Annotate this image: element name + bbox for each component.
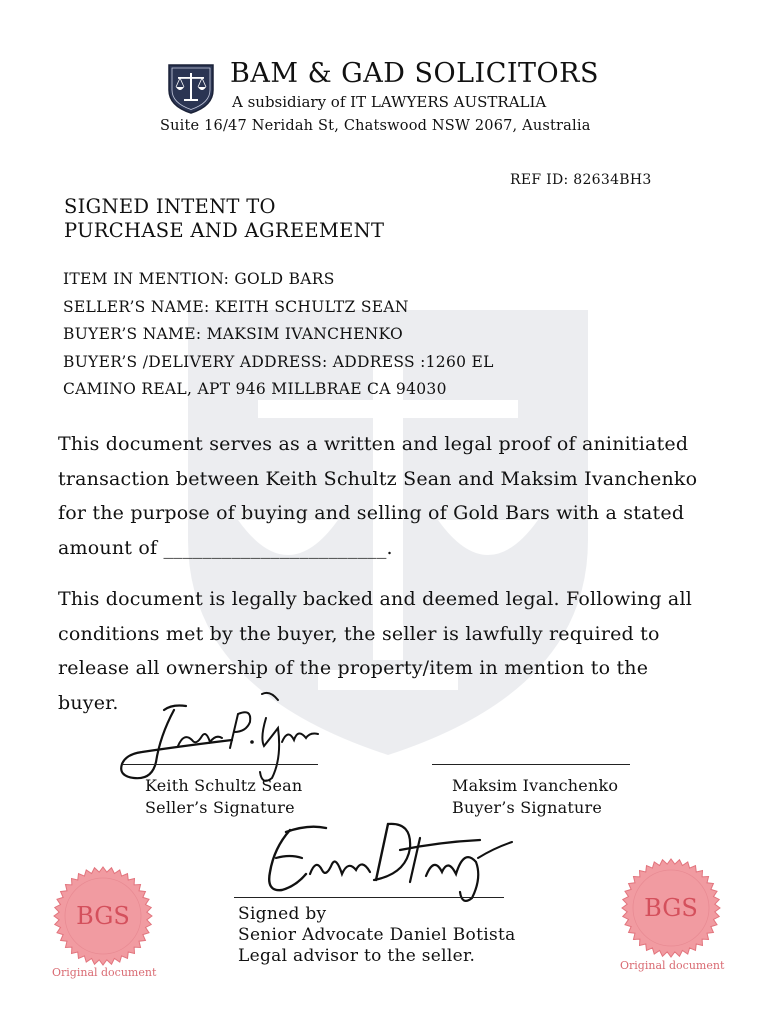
- paragraph-line: This document serves as a written and legal proof of aninitiated: [58, 433, 689, 455]
- item-in-mention: ITEM IN MENTION: GOLD BARS: [63, 270, 335, 288]
- paragraph-line: conditions met by the buyer, the seller is lawfully required to: [58, 622, 660, 645]
- paragraph-line: for the purpose of buying and selling of Gold Bars with a stated: [58, 502, 685, 524]
- advocate-signed-by: Signed by: [238, 904, 327, 924]
- buyer-signature-role: Buyer’s Signature: [452, 798, 603, 817]
- seller-signature-name: Keith Schultz Sean: [145, 776, 303, 795]
- advocate-handwritten-signature: [250, 818, 520, 904]
- advocate-name: Senior Advocate Daniel Botista: [238, 925, 516, 945]
- seal-caption-right: Original document: [620, 959, 725, 972]
- delivery-address-line2: CAMINO REAL, APT 946 MILLBRAE CA 94030: [63, 380, 447, 398]
- firm-address: Suite 16/47 Neridah St, Chatswood NSW 2067, Australia: [160, 118, 591, 134]
- reference-id: REF ID: 82634BH3: [510, 172, 652, 188]
- seal-caption-left: Original document: [52, 966, 157, 979]
- paragraph-line: transaction between Keith Schultz Sean and Maksim Ivanchenko: [58, 467, 698, 490]
- buyer-signature-name: Maksim Ivanchenko: [452, 776, 619, 795]
- advocate-signature-block: [238, 904, 516, 967]
- bgs-seal-left: [53, 866, 153, 966]
- delivery-address-line1: BUYER’S /DELIVERY ADDRESS: ADDRESS :1260 EL: [63, 352, 494, 371]
- paragraph-line: This document is legally backed and deemed legal. Following all: [58, 588, 693, 610]
- paragraph-line: release all ownership of the property/item in mention to the: [58, 657, 649, 679]
- advocate-role: Legal advisor to the seller.: [238, 946, 476, 966]
- agreement-paragraph-1: [58, 427, 738, 565]
- seal-text: BGS: [644, 894, 698, 922]
- seller-signature-block: [145, 775, 302, 819]
- seller-signature-line: [122, 764, 318, 765]
- buyer-name: BUYER’S NAME: MAKSIM IVANCHENKO: [63, 325, 404, 343]
- scales-of-justice-shield-icon: [166, 62, 216, 114]
- document-title-line2: PURCHASE AND AGREEMENT: [64, 219, 385, 242]
- paragraph-line: amount of _______________________.: [58, 536, 393, 559]
- document-title-line1: SIGNED INTENT TO: [64, 195, 276, 218]
- seal-text: BGS: [76, 902, 130, 930]
- seller-handwritten-signature: [112, 688, 327, 788]
- firm-subsidiary: A subsidiary of IT LAWYERS AUSTRALIA: [232, 93, 547, 111]
- document-title: [64, 195, 384, 243]
- seller-name: SELLER’S NAME: KEITH SCHULTZ SEAN: [63, 297, 409, 316]
- transaction-details: [63, 266, 494, 404]
- buyer-signature-block: [452, 775, 618, 819]
- seller-signature-role: Seller’s Signature: [145, 798, 295, 817]
- bgs-seal-right: [621, 858, 721, 958]
- paragraph-line: buyer.: [58, 691, 119, 714]
- buyer-signature-line: [432, 764, 630, 765]
- advocate-signature-line: [234, 897, 504, 898]
- firm-name: BAM & GAD SOLICITORS: [230, 58, 600, 89]
